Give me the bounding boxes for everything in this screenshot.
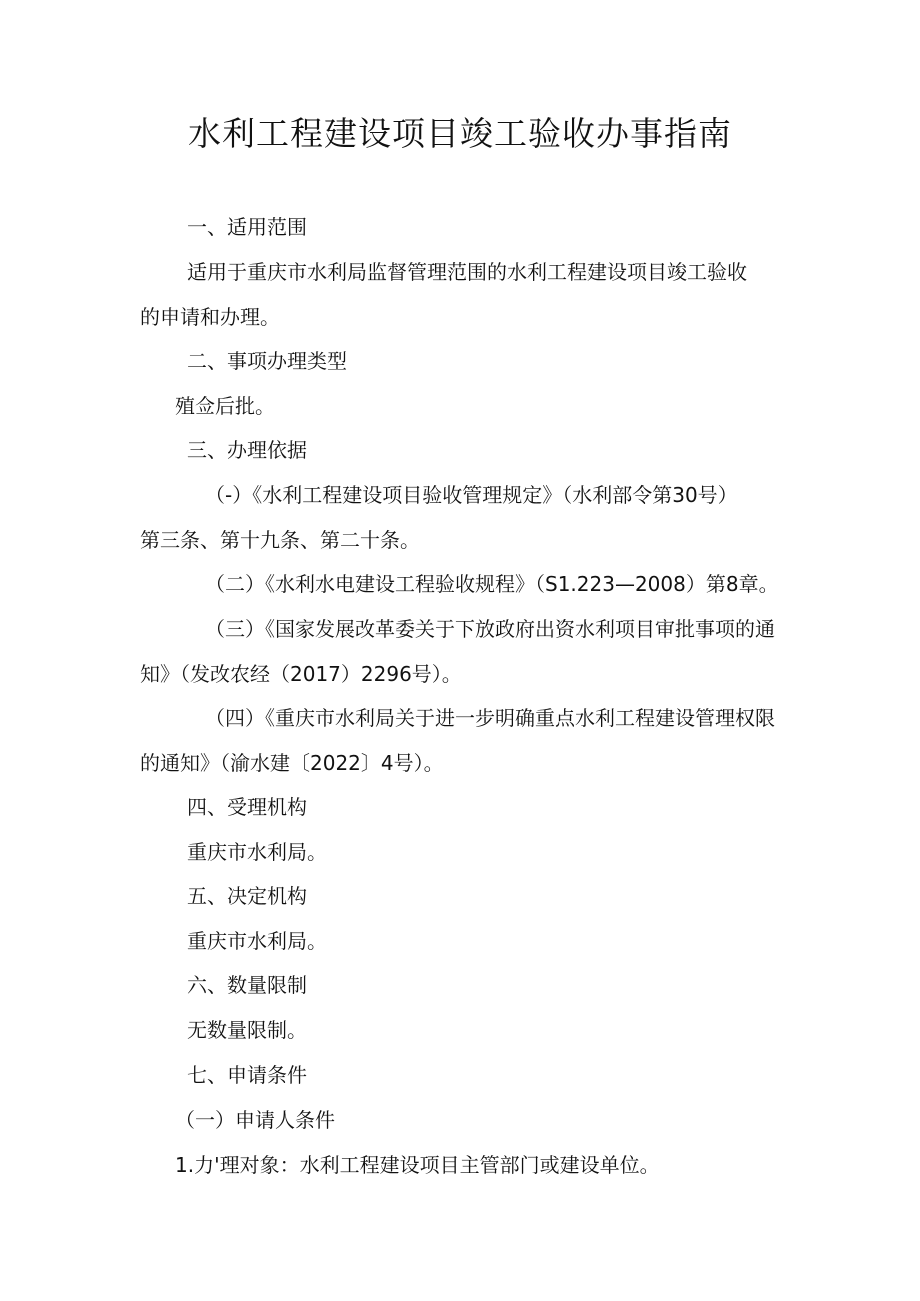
section-heading-conditions: 七、申请条件: [187, 1063, 307, 1087]
paragraph-line: （-）《水利工程建设项目验收管理规定》（水利部令第30号）: [205, 483, 738, 507]
section-heading-type: 二、事项办理类型: [187, 349, 347, 373]
document-title: 水利工程建设项目竣工验收办事指南: [188, 114, 732, 153]
section-heading-scope: 一、适用范围: [187, 215, 307, 239]
paragraph-line: 重庆市水利局。: [187, 840, 327, 864]
paragraph-line: 适用于重庆市水利局监督管理范围的水利工程建设项目竣工验收: [187, 260, 747, 284]
paragraph-line: 的申请和办理。: [140, 305, 280, 329]
paragraph-line: 的通知》（渝水建〔2022〕4号）。: [140, 751, 444, 775]
paragraph-line: （四）《重庆市水利局关于进一步明确重点水利工程建设管理权限: [205, 706, 775, 730]
section-heading-acceptance: 四、受理机构: [187, 795, 307, 819]
paragraph-line: （三）《国家发展改革委关于下放政府出资水利项目审批事项的通: [205, 617, 775, 641]
paragraph-line: （二）《水利水电建设工程验收规程》（S1.223—2008）第8章。: [205, 572, 779, 596]
paragraph-line: 第三条、第十九条、第二十条。: [140, 528, 420, 552]
section-heading-decision: 五、决定机构: [187, 884, 307, 908]
paragraph-line: 无数量限制。: [187, 1018, 307, 1042]
section-heading-quantity: 六、数量限制: [187, 973, 307, 997]
paragraph-line: 殖佥后批。: [175, 394, 275, 418]
paragraph-line: 知》（发改农经（2017）2296号）。: [140, 662, 462, 686]
section-heading-basis: 三、办理依据: [187, 438, 307, 462]
paragraph-line: 重庆市水利局。: [187, 929, 327, 953]
paragraph-line: 1.力'理对象：水利工程建设项目主管部门或建设单位。: [175, 1153, 660, 1177]
subsection-heading: （一）申请人条件: [175, 1108, 335, 1132]
